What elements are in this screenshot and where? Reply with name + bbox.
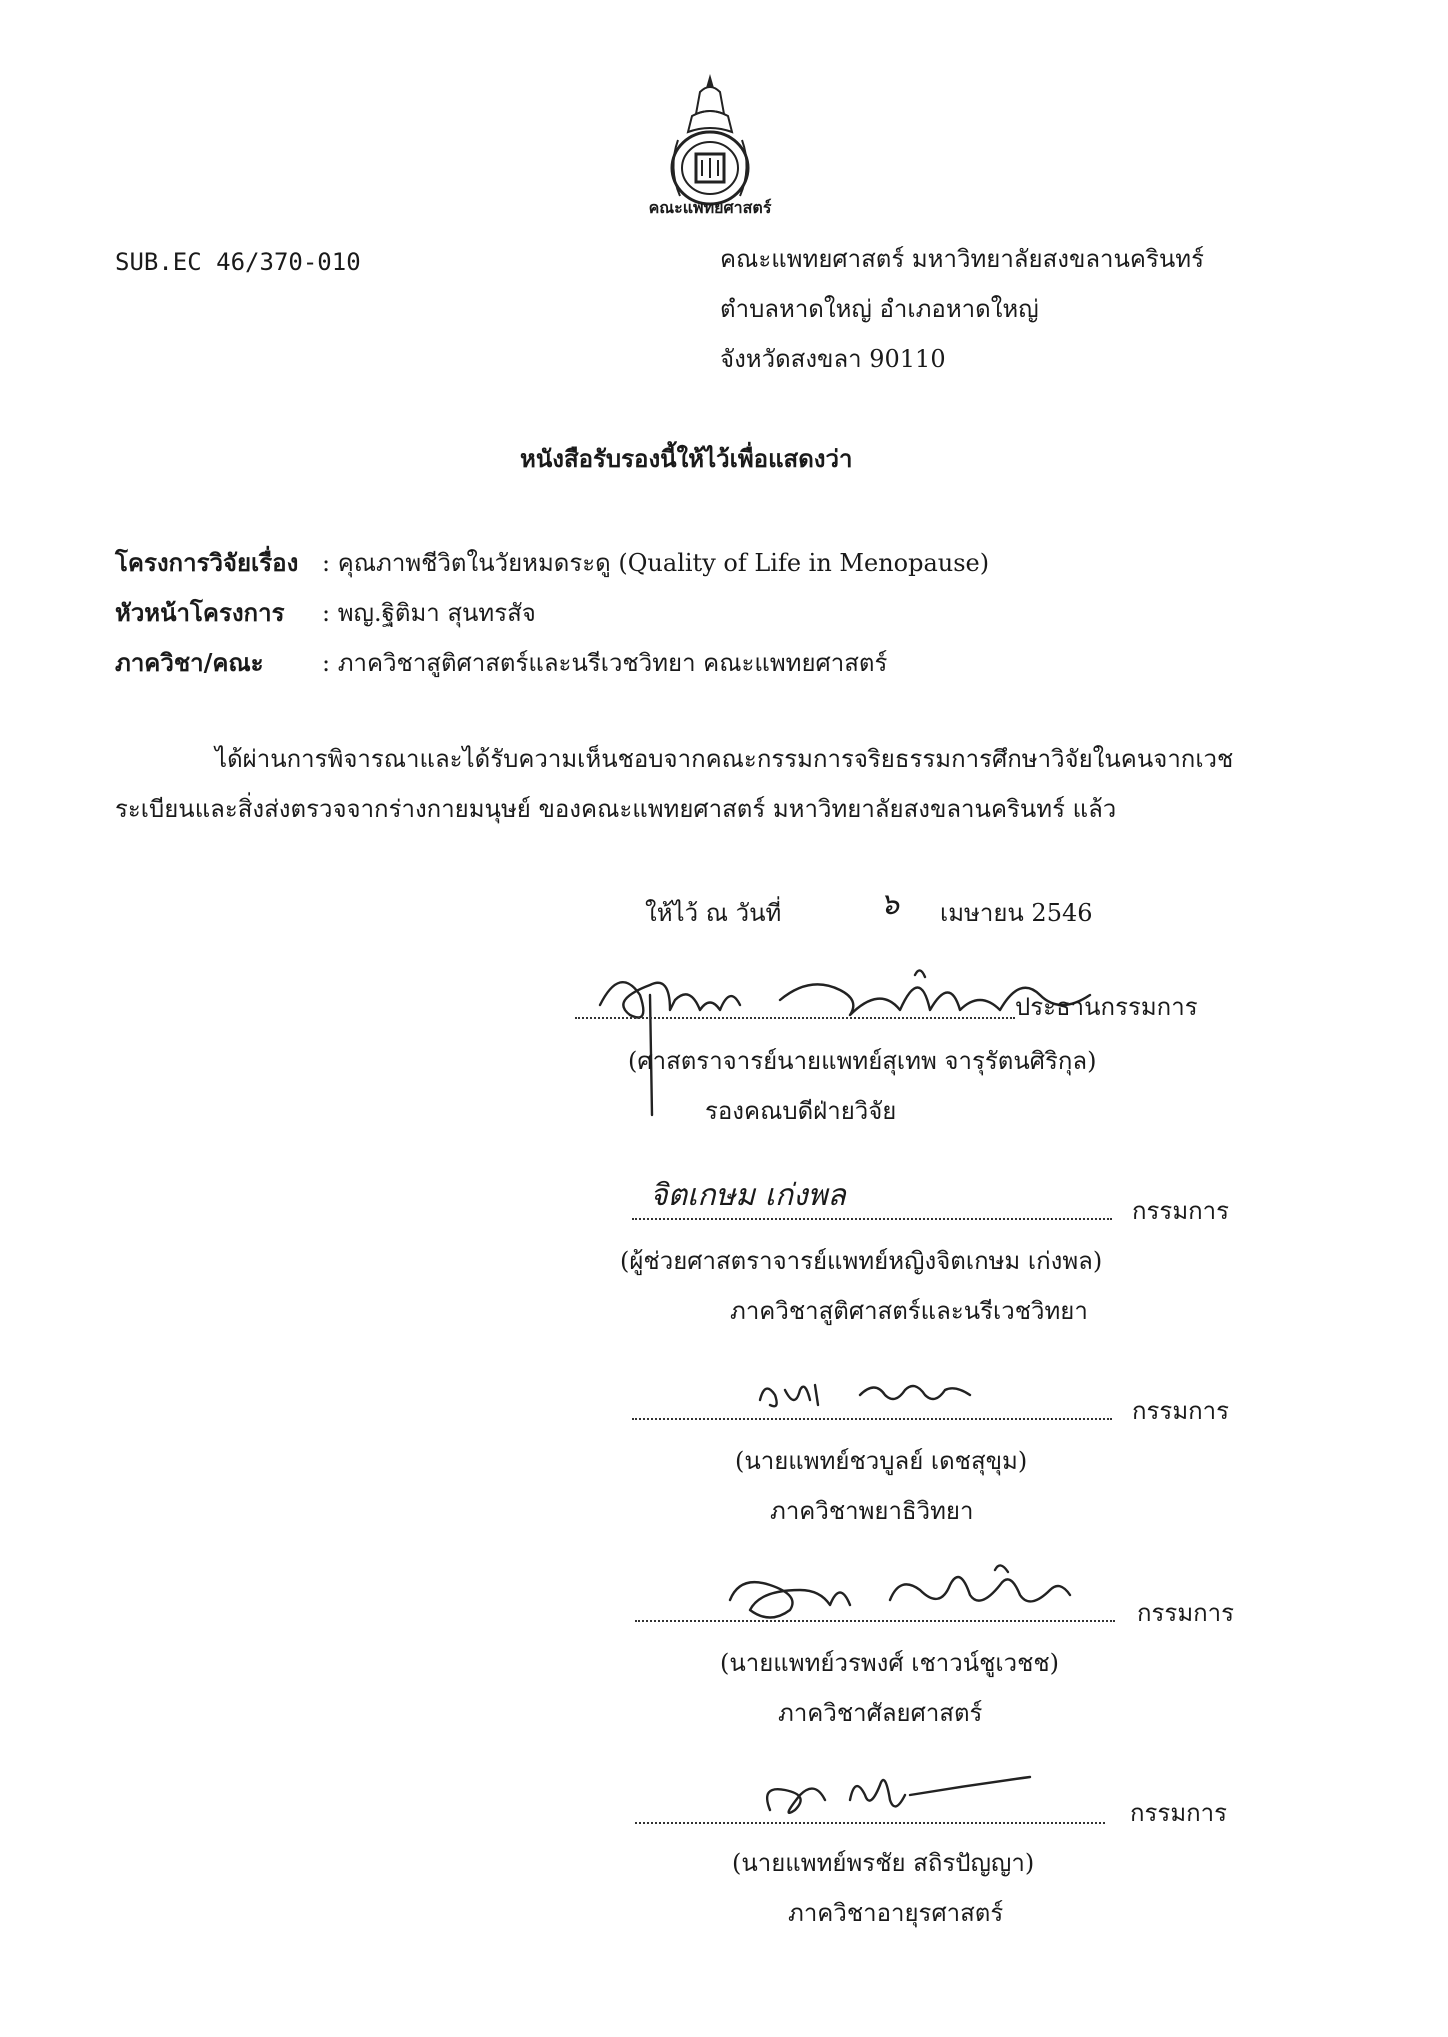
address-line-2: ตำบลหาดใหญ่ อำเภอหาดใหญ่ <box>720 295 1039 323</box>
signature-line-5 <box>635 1822 1105 1824</box>
signatory-3-name: (นายแพทย์ชวบูลย์ เดชสุขุม) <box>735 1447 1028 1475</box>
project-leader-label: หัวหน้าโครงการ <box>115 598 285 627</box>
address-line-1: คณะแพทยศาสตร์ มหาวิทยาลัยสงขลานครินทร์ <box>720 245 1204 273</box>
date-month-year: เมษายน 2546 <box>940 899 1093 927</box>
certificate-heading: หนังสือรับรองนี้ให้ไว้เพื่อแสดงว่า <box>520 444 853 473</box>
date-day: ๖ <box>880 887 900 922</box>
signatory-4-name: (นายแพทย์วรพงศ์ เชาวน์ชูเวชช) <box>720 1649 1060 1677</box>
signatory-1-role: ประธานกรรมการ <box>1015 993 1198 1021</box>
address-line-3: จังหวัดสงขลา 90110 <box>720 345 946 373</box>
signatory-2-name: (ผู้ช่วยศาสตราจารย์แพทย์หญิงจิตเกษม เก่งพล) <box>620 1247 1103 1275</box>
project-dept-label: ภาควิชา/คณะ <box>115 648 264 677</box>
project-dept-value: : ภาควิชาสูติศาสตร์และนรีเวชวิทยา คณะแพทยศาสตร์ <box>322 649 888 677</box>
reference-number: SUB.EC 46/370-010 <box>115 248 361 276</box>
signature-line-1 <box>575 1017 1015 1019</box>
project-title-label: โครงการวิจัยเรื่อง <box>115 548 299 577</box>
signature-member-4 <box>700 1550 1100 1640</box>
signatory-5-role: กรรมการ <box>1130 1799 1228 1827</box>
signature-line-4 <box>635 1620 1115 1622</box>
project-title-value: : คุณภาพชีวิตในวัยหมดระดู (Quality of Life in Menopause) <box>322 549 990 577</box>
date-prefix: ให้ไว้ ณ วันที่ <box>645 899 782 927</box>
logo-text: คณะแพทยศาสตร์ <box>648 198 772 217</box>
signature-handwritten-2: จิตเกษม เก่งพล <box>650 1178 846 1213</box>
signature-line-3 <box>632 1418 1112 1420</box>
signature-line-2 <box>632 1218 1112 1220</box>
signatory-1-name: (ศาสตราจารย์นายแพทย์สุเทพ จารุรัตนศิริกุล) <box>628 1047 1097 1075</box>
signatory-2-role: กรรมการ <box>1132 1197 1230 1225</box>
project-leader-value: : พญ.ฐิติมา สุนทรสัจ <box>322 599 536 627</box>
faculty-logo <box>640 70 780 220</box>
signatory-3-role: กรรมการ <box>1132 1397 1230 1425</box>
body-line-2: ระเบียนและสิ่งส่งตรวจจากร่างกายมนุษย์ ของคณะแพทยศาสตร์ มหาวิทยาลัยสงขลานครินทร์ แล้ว <box>115 795 1117 823</box>
signatory-1-dept: รองคณบดีฝ่ายวิจัย <box>705 1097 897 1125</box>
signatory-3-dept: ภาควิชาพยาธิวิทยา <box>770 1497 974 1525</box>
signatory-5-name: (นายแพทย์พรชัย สถิรปัญญา) <box>732 1849 1035 1877</box>
signatory-4-dept: ภาควิชาศัลยศาสตร์ <box>778 1699 983 1727</box>
body-line-1: ได้ผ่านการพิจารณาและได้รับความเห็นชอบจากคณะกรรมการจริยธรรมการศึกษาวิจัยในคนจากเวช <box>215 745 1234 773</box>
signatory-2-dept: ภาควิชาสูติศาสตร์และนรีเวชวิทยา <box>730 1297 1088 1325</box>
signatory-4-role: กรรมการ <box>1137 1599 1235 1627</box>
signatory-5-dept: ภาควิชาอายุรศาสตร์ <box>788 1899 1004 1927</box>
